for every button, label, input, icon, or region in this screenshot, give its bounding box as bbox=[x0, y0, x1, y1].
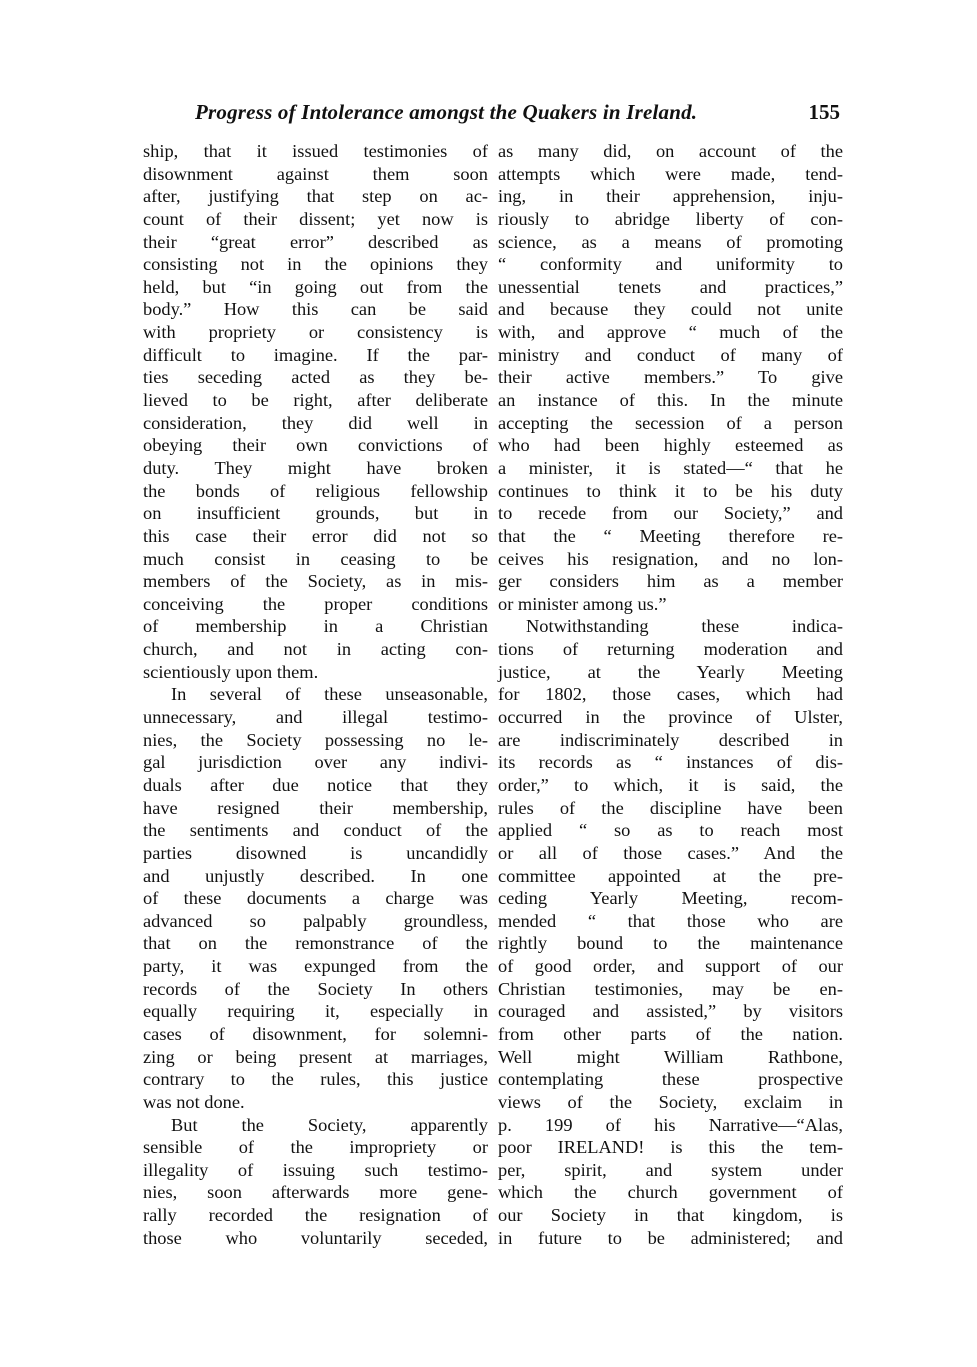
text-line: unessential tenets and practices,” bbox=[498, 276, 843, 297]
text-line: members of the Society, as in mis- bbox=[143, 571, 488, 592]
text-line: as many did, on account of the bbox=[498, 141, 843, 161]
text-line: In several of these unseasonable, bbox=[171, 684, 488, 705]
text-line: to recede from our Society,” and bbox=[498, 503, 843, 524]
text-line: applied “ so as to reach most bbox=[498, 820, 843, 841]
text-line: a minister, it is stated—“ that he bbox=[498, 457, 843, 478]
text-line: records of the Society In others bbox=[143, 978, 488, 999]
text-line: consideration, they did well in bbox=[143, 412, 488, 433]
text-line: for 1802, those cases, which had bbox=[498, 684, 843, 705]
text-line: party, it was expunged from the bbox=[143, 956, 488, 977]
text-line: an instance of this. In the minute bbox=[498, 390, 843, 411]
text-line: cases of disownment, for solemni- bbox=[143, 1023, 488, 1044]
text-line: per, spirit, and system under bbox=[498, 1159, 843, 1180]
text-line: those who voluntarily seceded, bbox=[143, 1227, 488, 1248]
text-line: attempts which were made, tend- bbox=[498, 163, 843, 184]
text-line: ceives his resignation, and no lon- bbox=[498, 548, 843, 569]
text-line: occurred in the province of Ulster, bbox=[498, 707, 843, 728]
text-line: obeying their own convictions of bbox=[143, 435, 488, 456]
text-line: was not done. bbox=[143, 1091, 245, 1112]
text-line: with, and approve “ much of the bbox=[498, 322, 843, 343]
text-line: accepting the secession of a person bbox=[498, 412, 843, 433]
text-line: contemplating these prospective bbox=[498, 1069, 843, 1090]
text-line: or all of those cases.” And the bbox=[498, 842, 843, 863]
text-line: that on the remonstrance of the bbox=[143, 933, 488, 954]
text-line: lieved to be right, after deliberate bbox=[143, 390, 488, 411]
text-line: of good order, and support of our bbox=[498, 956, 843, 977]
text-line: in future to be administered; and bbox=[498, 1227, 843, 1248]
text-line: that the “ Meeting therefore re- bbox=[498, 525, 843, 546]
text-line: order,” to which, it is said, the bbox=[498, 774, 843, 795]
text-line: of membership in a Christian bbox=[143, 616, 488, 637]
text-line: ship, that it issued testimonies of bbox=[143, 141, 488, 161]
text-line: on insufficient grounds, but in bbox=[143, 503, 488, 524]
text-line: of these documents a charge was bbox=[143, 888, 488, 909]
text-line: illegality of issuing such testimo- bbox=[143, 1159, 488, 1180]
running-title: Progress of Intolerance amongst the Quakers in Ireland. bbox=[195, 100, 698, 124]
text-line: disownment against them soon bbox=[143, 163, 488, 184]
text-line: gal jurisdiction over any indivi- bbox=[143, 752, 488, 773]
text-line: ceding Yearly Meeting, recom- bbox=[498, 888, 843, 909]
text-line: body.” How this can be said bbox=[143, 299, 488, 320]
text-line: count of their dissent; yet now is bbox=[143, 208, 488, 229]
text-line: nies, the Society possessing no le- bbox=[143, 729, 488, 750]
text-line: with propriety or consistency is bbox=[143, 322, 488, 343]
text-line: mended “ that those who are bbox=[498, 910, 843, 931]
text-line: continues to think it to be his duty bbox=[498, 480, 843, 501]
text-line: which the church government of bbox=[498, 1182, 843, 1203]
page-number: 155 bbox=[808, 100, 840, 124]
text-line: have resigned their membership, bbox=[143, 797, 488, 818]
text-line: its records as “ instances of dis- bbox=[498, 752, 843, 773]
text-line: consisting not in the opinions they bbox=[143, 254, 488, 275]
text-line: church, and not in acting con- bbox=[143, 639, 488, 660]
text-line: science, as a means of promoting bbox=[498, 231, 843, 252]
text-line: are indiscriminately described in bbox=[498, 729, 843, 750]
text-line: advanced so palpably groundless, bbox=[143, 910, 488, 931]
text-line: their “great error” described as bbox=[143, 231, 488, 252]
text-line: the bonds of religious fellowship bbox=[143, 480, 488, 501]
text-line: duty. They might have broken bbox=[143, 457, 488, 478]
text-line: tions of returning moderation and bbox=[498, 639, 843, 660]
text-line: or minister among us.” bbox=[498, 593, 667, 614]
text-line: parties disowned is uncandidly bbox=[143, 842, 488, 863]
right-text-column bbox=[498, 140, 843, 1249]
text-line: ties seceding acted as they be- bbox=[143, 367, 488, 388]
text-line: this case their error did not so bbox=[143, 525, 488, 546]
left-text-column bbox=[143, 140, 488, 1249]
text-line: “ conformity and uniformity to bbox=[498, 254, 843, 275]
text-line: But the Society, apparently bbox=[171, 1114, 488, 1135]
text-line: Notwithstanding these indica- bbox=[526, 616, 843, 637]
text-line: and because they could not unite bbox=[498, 299, 843, 320]
text-line: their active members.” To give bbox=[498, 367, 843, 388]
text-line: scientiously upon them. bbox=[143, 661, 319, 682]
text-line: sensible of the impropriety or bbox=[143, 1137, 488, 1158]
text-line: couraged and assisted,” by visitors bbox=[498, 1001, 843, 1022]
text-line: conceiving the proper conditions bbox=[143, 593, 488, 614]
text-line: Well might William Rathbone, bbox=[498, 1046, 843, 1067]
text-line: contrary to the rules, this justice bbox=[143, 1069, 488, 1090]
text-line: ing, in their apprehension, inju- bbox=[498, 186, 843, 207]
text-line: after, justifying that step on ac- bbox=[143, 186, 488, 207]
text-line: p. 199 of his Narrative—“Alas, bbox=[498, 1114, 843, 1135]
text-line: riously to abridge liberty of con- bbox=[498, 208, 843, 229]
text-line: committee appointed at the pre- bbox=[498, 865, 843, 886]
text-line: who had been highly esteemed as bbox=[498, 435, 843, 456]
text-line: much consist in ceasing to be bbox=[143, 548, 488, 569]
text-line: held, but “in going out from the bbox=[143, 276, 488, 297]
text-line: and unjustly described. In one bbox=[143, 865, 488, 886]
text-line: poor IRELAND! is this the tem- bbox=[498, 1137, 843, 1158]
text-line: views of the Society, exclaim in bbox=[498, 1091, 843, 1112]
text-line: rightly bound to the maintenance bbox=[498, 933, 843, 954]
text-line: justice, at the Yearly Meeting bbox=[498, 661, 843, 682]
text-line: duals after due notice that they bbox=[143, 774, 488, 795]
text-line: the sentiments and conduct of the bbox=[143, 820, 488, 841]
text-line: rules of the discipline have been bbox=[498, 797, 843, 818]
text-line: unnecessary, and illegal testimo- bbox=[143, 707, 488, 728]
text-line: rally recorded the resignation of bbox=[143, 1205, 488, 1226]
text-line: equally requiring it, especially in bbox=[143, 1001, 488, 1022]
text-line: Christian testimonies, may be en- bbox=[498, 978, 843, 999]
text-line: difficult to imagine. If the par- bbox=[143, 344, 488, 365]
text-line: ger considers him as a member bbox=[498, 571, 843, 592]
text-line: our Society in that kingdom, is bbox=[498, 1205, 843, 1226]
text-line: zing or being present at marriages, bbox=[143, 1046, 488, 1067]
text-line: from other parts of the nation. bbox=[498, 1023, 843, 1044]
running-head bbox=[195, 100, 840, 130]
text-line: ministry and conduct of many of bbox=[498, 344, 843, 365]
text-line: nies, soon afterwards more gene- bbox=[143, 1182, 488, 1203]
